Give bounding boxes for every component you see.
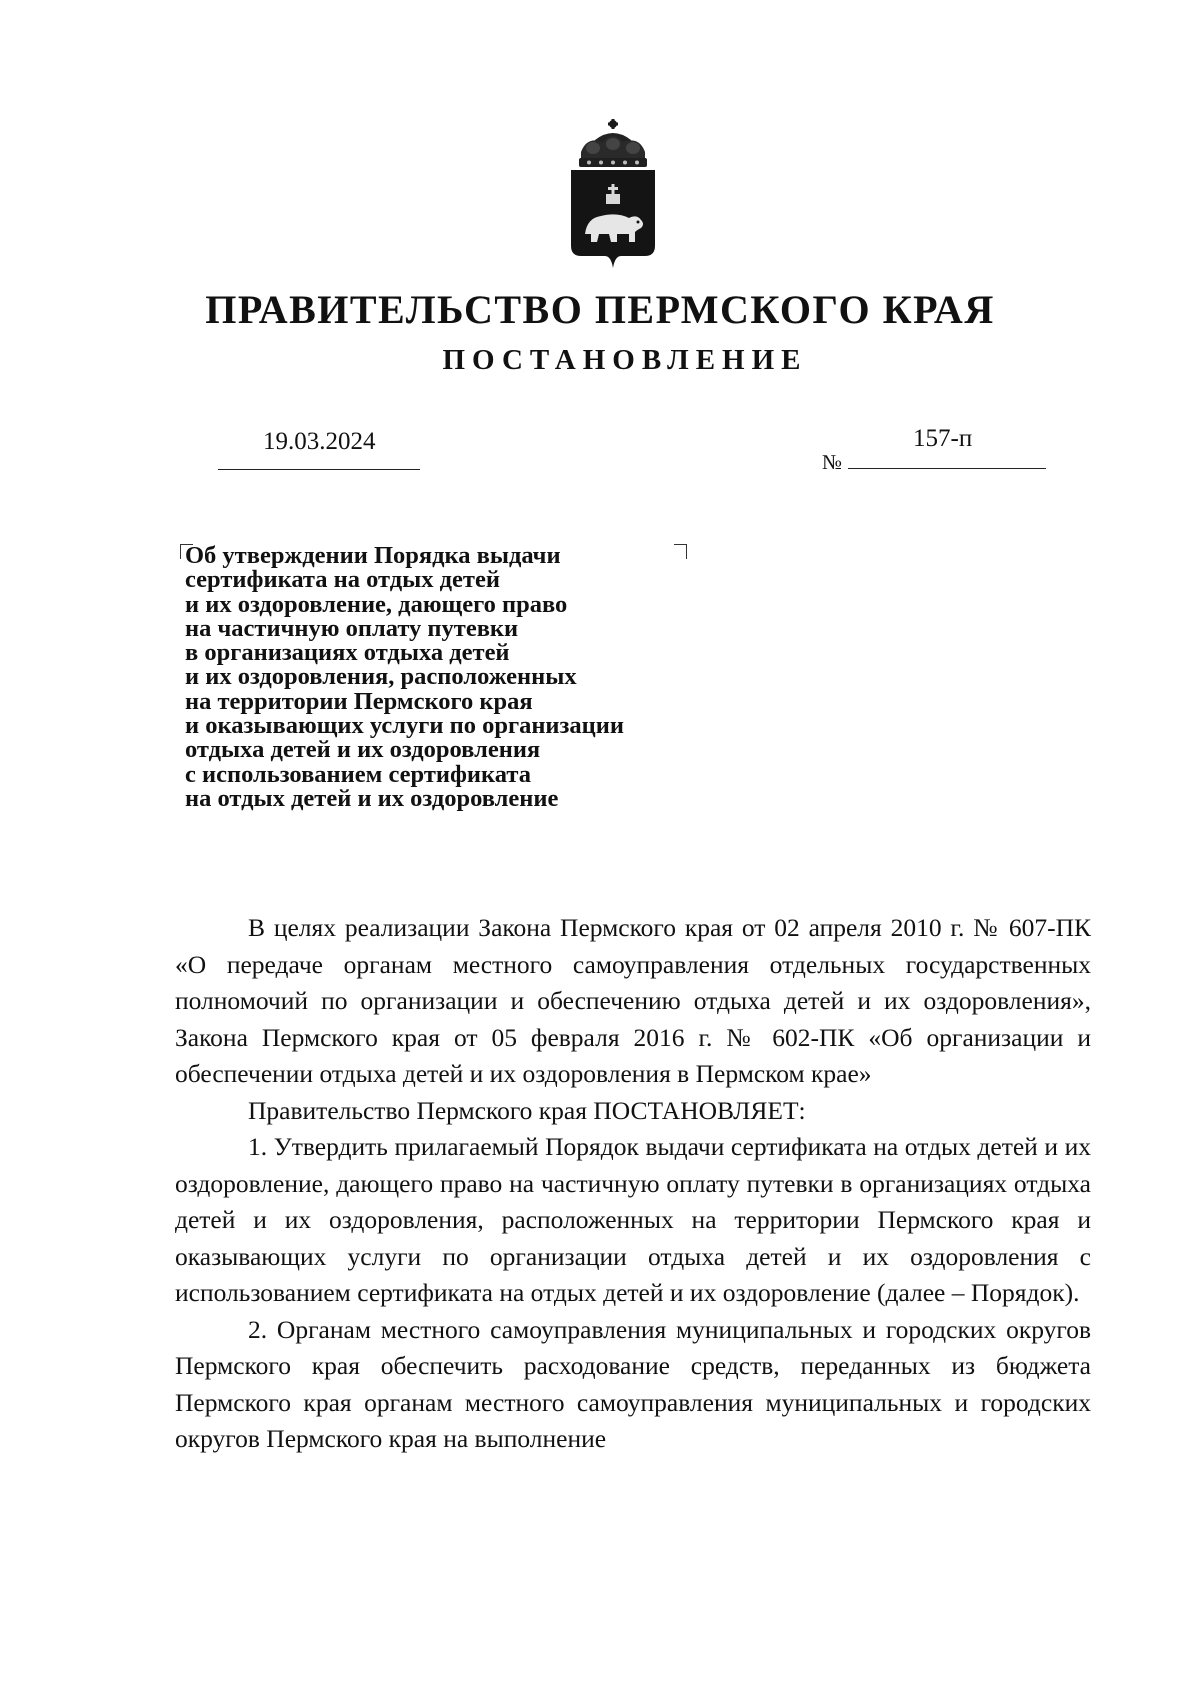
preamble-paragraph: В целях реализации Закона Пермского края от 02 апреля 2010 г. № 607-ПК «О передаче органам местного самоуправления отдельных государственных полномочий по организации и обеспечению отдыха детей и их оздоровления», Закона Пермского края от 05 февраля 2016 г. № 602-ПК «Об организации и обеспечении отдыха детей и их оздоровления в Пермском крае»: [175, 913, 1091, 1088]
document-type: ПОСТАНОВЛЕНИЕ: [442, 344, 808, 376]
number-sign: №: [822, 450, 843, 474]
item-1-paragraph: 1. Утвердить прилагаемый Порядок выдачи сертификата на отдых детей и их оздоровление, дающего право на частичную оплату путевки в организациях отдыха детей и их оздоровления, расположенных на территории Пермского края и оказывающих услуги по организации отдыха детей и их оздоровления с использованием сертификата на отдых детей и их оздоровление (далее – Порядок).: [175, 1132, 1091, 1307]
title-line: отдыха детей и их оздоровления: [185, 736, 541, 764]
document-body: [175, 910, 1091, 1458]
title-line: в организациях отдыха детей: [185, 639, 510, 667]
crown-icon: [579, 119, 647, 167]
title-line: и их оздоровления, расположенных: [185, 663, 577, 691]
document-date: 19.03.2024: [263, 428, 376, 455]
title-line: и оказывающих услуги по организации: [185, 712, 624, 740]
date-field: [218, 425, 420, 470]
item-2-paragraph: 2. Органам местного самоуправления муниципальных и городских округов Пермского края обеспечить расходование средств, переданных из бюджета Пермского края органам местного самоуправления муниципальных и городских округов Пермского края на выполнение: [175, 1314, 1091, 1453]
title-line: на отдых детей и их оздоровление: [185, 784, 559, 812]
document-number: 157-п: [913, 425, 973, 452]
title-line: и их оздоровление, дающего право: [185, 590, 568, 618]
title-line: Об утверждении Порядка выдачи: [185, 542, 561, 569]
resolution-paragraph: Правительство Пермского края ПОСТАНОВЛЯЕТ:: [248, 1095, 806, 1125]
title-line: с использованием сертификата: [185, 760, 531, 788]
number-field: [848, 422, 1046, 469]
government-name: ПРАВИТЕЛЬСТВО ПЕРМСКОГО КРАЯ: [205, 287, 995, 332]
bear-icon: [585, 214, 643, 242]
title-line: на частичную оплату путевки: [185, 614, 519, 642]
coat-of-arms-icon: [565, 118, 661, 270]
gospel-cross-icon: [606, 184, 620, 204]
title-line: сертификата на отдых детей: [185, 566, 500, 594]
document-title: [185, 544, 705, 811]
title-line: на территории Пермского края: [185, 687, 533, 715]
